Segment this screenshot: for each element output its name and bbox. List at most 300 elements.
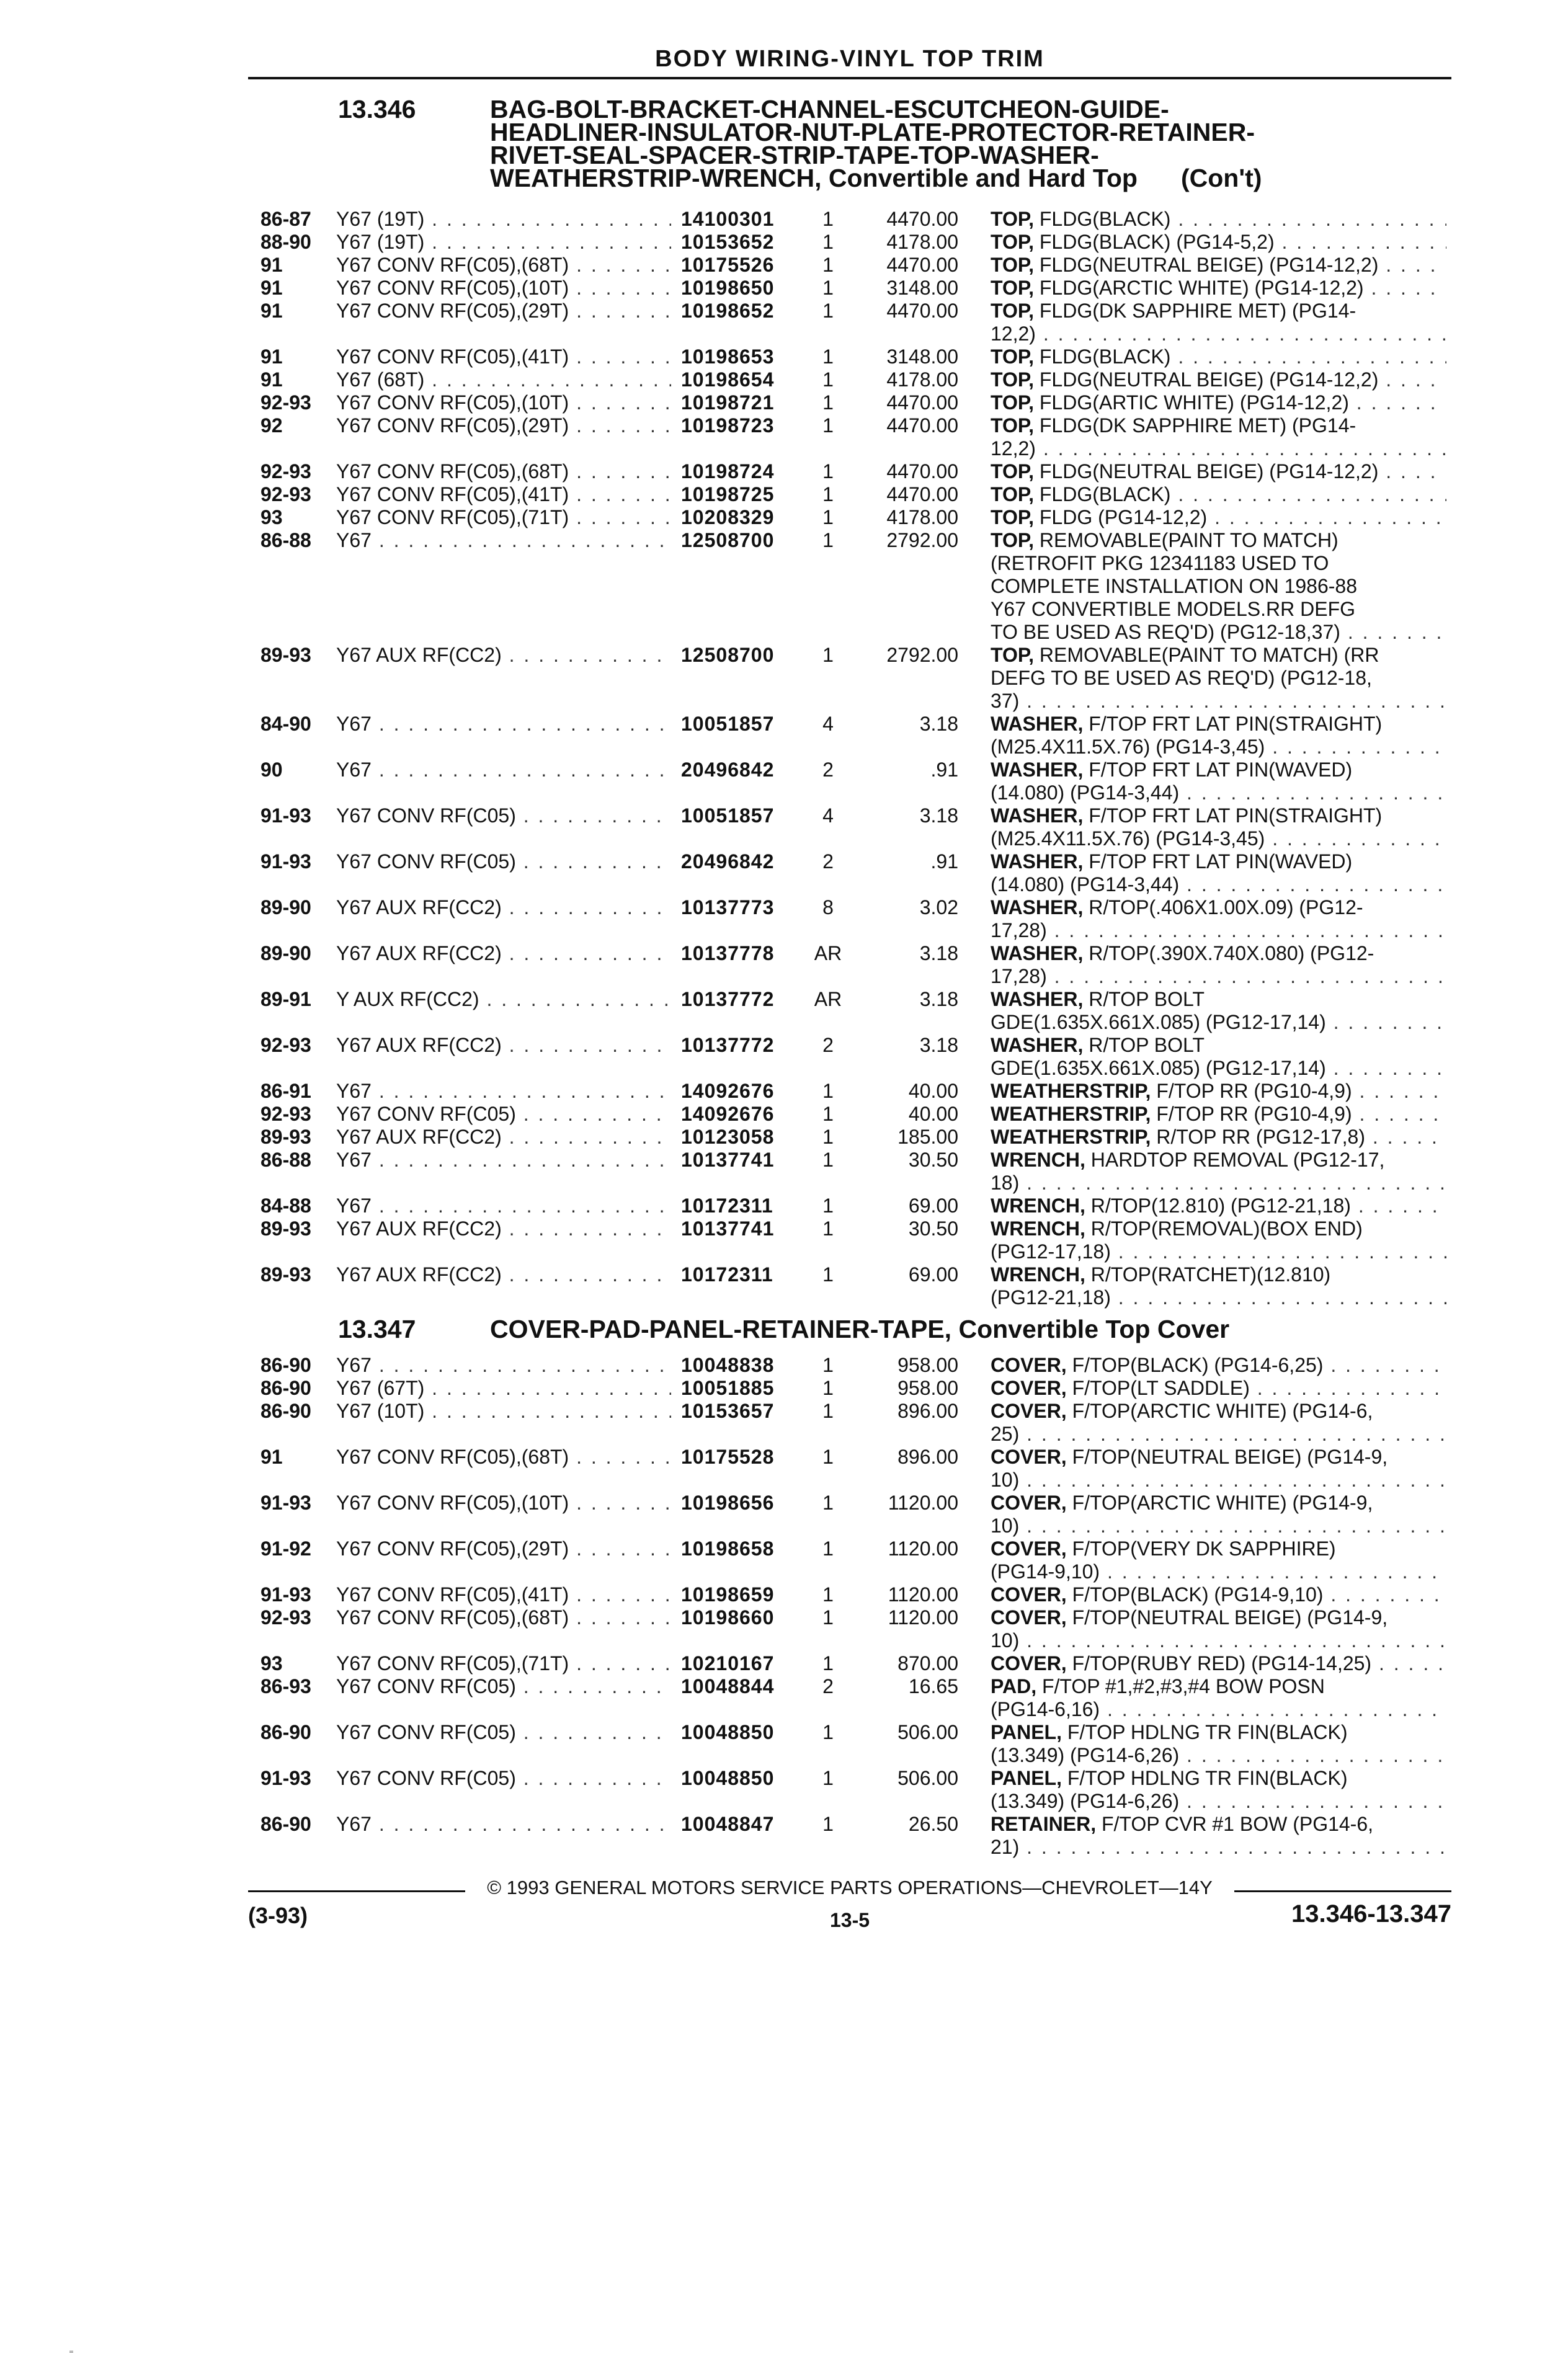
description-text: F/TOP(NEUTRAL BEIGE) (PG14-9, bbox=[1072, 1446, 1388, 1468]
description-line bbox=[991, 1790, 1446, 1813]
description-line bbox=[991, 1537, 1446, 1560]
quantity-cell: 1 bbox=[822, 277, 834, 299]
description-cell bbox=[991, 1813, 1446, 1859]
footer-rule-left bbox=[248, 1890, 465, 1892]
model-cell: Y67 . . . bbox=[336, 1354, 671, 1377]
model-cell: Y67 CONV RF(C05),(29T) . . . bbox=[336, 1537, 671, 1560]
description-text: F/TOP(LT SADDLE) bbox=[1072, 1377, 1250, 1399]
description-text: F/TOP FRT LAT PIN(STRAIGHT) bbox=[1089, 804, 1383, 827]
description-cell bbox=[991, 644, 1446, 713]
part-number-cell: 10198653 bbox=[681, 345, 775, 368]
part-number-cell: 10198650 bbox=[681, 277, 775, 299]
years-cell: 88-90 bbox=[261, 231, 311, 253]
model-cell: Y67 CONV RF(C05) . . . bbox=[336, 1675, 671, 1698]
price-cell: 4470.00 bbox=[886, 483, 958, 505]
running-head: BODY WIRING-VINYL TOP TRIM bbox=[655, 46, 1045, 72]
model-cell: Y67 . . . bbox=[336, 1194, 671, 1217]
price-cell: 958.00 bbox=[898, 1377, 958, 1399]
years-cell: 86-90 bbox=[261, 1813, 311, 1835]
years-cell: 86-90 bbox=[261, 1354, 311, 1376]
description-text: REMOVABLE(PAINT TO MATCH) bbox=[1039, 529, 1339, 551]
description-text: COMPLETE INSTALLATION ON 1986-88 bbox=[991, 575, 1357, 597]
part-number-cell: 14092676 bbox=[681, 1080, 775, 1102]
description-line bbox=[991, 667, 1446, 690]
part-number-cell: 14092676 bbox=[681, 1103, 775, 1125]
price-cell: 3.18 bbox=[919, 942, 958, 964]
years-cell: 92-93 bbox=[261, 391, 311, 414]
price-cell: 3148.00 bbox=[886, 345, 958, 368]
quantity-cell: 1 bbox=[822, 391, 834, 414]
part-number-cell: 10153657 bbox=[681, 1400, 775, 1422]
footer-rule-right bbox=[1234, 1890, 1451, 1892]
description-text: F/TOP(NEUTRAL BEIGE) (PG14-9, bbox=[1072, 1606, 1388, 1629]
price-cell: .91 bbox=[930, 850, 958, 873]
model-cell: Y67 CONV RF(C05),(68T) . . . bbox=[336, 1606, 671, 1629]
description-text: GDE(1.635X.661X.085) (PG12-17,14) bbox=[991, 1057, 1326, 1079]
description-text: Y67 CONVERTIBLE MODELS.RR DEFG bbox=[991, 598, 1355, 620]
quantity-cell: 1 bbox=[822, 1492, 834, 1514]
description-line bbox=[991, 781, 1446, 804]
price-cell: 69.00 bbox=[908, 1194, 958, 1217]
quantity-cell: 1 bbox=[822, 231, 834, 253]
description-line bbox=[991, 804, 1446, 827]
description-text: F/TOP(BLACK) (PG14-9,10) bbox=[1072, 1583, 1324, 1606]
years-cell: 92-93 bbox=[261, 1606, 311, 1629]
years-cell: 86-88 bbox=[261, 529, 311, 551]
part-number-cell: 10051857 bbox=[681, 804, 775, 827]
model-cell: Y67 CONV RF(C05),(41T) . . . bbox=[336, 345, 671, 368]
description-line bbox=[991, 1744, 1446, 1767]
price-cell: 2792.00 bbox=[886, 529, 958, 551]
description-line bbox=[991, 644, 1446, 667]
quantity-cell: 1 bbox=[822, 1652, 834, 1675]
description-line bbox=[991, 552, 1446, 575]
quantity-cell: 1 bbox=[822, 460, 834, 483]
price-cell: 3.18 bbox=[919, 988, 958, 1010]
years-cell: 90 bbox=[261, 758, 283, 781]
description-line bbox=[991, 850, 1446, 873]
description-keyword: WASHER, bbox=[991, 942, 1084, 964]
description-line bbox=[991, 368, 1446, 391]
description-text: (M25.4X11.5X.76) (PG14-3,45) bbox=[991, 827, 1265, 850]
header-rule bbox=[248, 77, 1451, 79]
description-cell bbox=[991, 208, 1446, 231]
description-text: 12,2) bbox=[991, 322, 1036, 345]
description-keyword: TOP, bbox=[991, 414, 1034, 437]
description-cell bbox=[991, 1194, 1446, 1217]
description-line bbox=[991, 1813, 1446, 1836]
description-cell bbox=[991, 1263, 1446, 1309]
section-title-line: HEADLINER-INSULATOR-NUT-PLATE-PROTECTOR-RETAINER- bbox=[490, 118, 1255, 146]
description-keyword: PAD, bbox=[991, 1675, 1037, 1697]
description-text: 18) bbox=[991, 1172, 1020, 1194]
years-cell: 91 bbox=[261, 254, 283, 276]
description-line bbox=[991, 1583, 1446, 1606]
description-keyword: WEATHERSTRIP, bbox=[991, 1080, 1151, 1102]
description-text: FLDG(NEUTRAL BEIGE) (PG14-12,2) bbox=[1039, 460, 1379, 483]
description-line bbox=[991, 690, 1446, 713]
years-cell: 91-93 bbox=[261, 1492, 311, 1514]
description-keyword: WEATHERSTRIP, bbox=[991, 1126, 1151, 1148]
section-number: 13.346 bbox=[338, 95, 416, 123]
quantity-cell: 1 bbox=[822, 368, 834, 391]
price-cell: 4470.00 bbox=[886, 254, 958, 276]
section-title-line: RIVET-SEAL-SPACER-STRIP-TAPE-TOP-WASHER- bbox=[490, 141, 1099, 169]
quantity-cell: 1 bbox=[822, 1103, 834, 1125]
description-cell bbox=[991, 1675, 1446, 1721]
description-line bbox=[991, 437, 1446, 460]
model-cell: Y67 AUX RF(CC2) . . . bbox=[336, 1034, 671, 1057]
years-cell: 92-93 bbox=[261, 483, 311, 505]
description-keyword: WASHER, bbox=[991, 896, 1084, 919]
description-cell bbox=[991, 1377, 1446, 1400]
part-number-cell: 10198656 bbox=[681, 1492, 775, 1514]
description-line bbox=[991, 529, 1446, 552]
model-cell: Y67 CONV RF(C05) . . . bbox=[336, 850, 671, 873]
description-cell bbox=[991, 414, 1446, 460]
model-cell: Y67 AUX RF(CC2) . . . bbox=[336, 644, 671, 667]
price-cell: 40.00 bbox=[908, 1103, 958, 1125]
description-keyword: TOP, bbox=[991, 529, 1034, 551]
years-cell: 91 bbox=[261, 277, 283, 299]
description-line bbox=[991, 277, 1446, 300]
description-line bbox=[991, 300, 1446, 322]
description-text: 12,2) bbox=[991, 437, 1036, 460]
part-number-cell: 10198723 bbox=[681, 414, 775, 437]
model-cell: Y67 (10T) . . . bbox=[336, 1400, 671, 1423]
description-cell bbox=[991, 1492, 1446, 1537]
description-text: F/TOP FRT LAT PIN(STRAIGHT) bbox=[1089, 713, 1383, 735]
price-cell: 1120.00 bbox=[888, 1606, 958, 1629]
quantity-cell: 2 bbox=[822, 1034, 834, 1056]
description-line bbox=[991, 1057, 1446, 1080]
footer-date-code: (3-93) bbox=[248, 1903, 308, 1928]
years-cell: 89-90 bbox=[261, 896, 311, 919]
years-cell: 86-91 bbox=[261, 1080, 311, 1102]
part-number-cell: 20496842 bbox=[681, 758, 775, 781]
description-cell bbox=[991, 1126, 1446, 1149]
years-cell: 91-92 bbox=[261, 1537, 311, 1560]
model-cell: Y67 CONV RF(C05),(71T) . . . bbox=[336, 1652, 671, 1675]
description-keyword: WASHER, bbox=[991, 1034, 1084, 1056]
model-cell: Y67 CONV RF(C05) . . . bbox=[336, 804, 671, 827]
years-cell: 91 bbox=[261, 368, 283, 391]
model-cell: Y67 (19T) . . . bbox=[336, 208, 671, 231]
description-cell bbox=[991, 345, 1446, 368]
part-number-cell: 10137741 bbox=[681, 1217, 775, 1240]
description-text: F/TOP FRT LAT PIN(WAVED) bbox=[1089, 850, 1353, 873]
model-cell: Y67 CONV RF(C05),(68T) . . . bbox=[336, 254, 671, 277]
description-text: FLDG(NEUTRAL BEIGE) (PG14-12,2) bbox=[1039, 254, 1379, 276]
description-text: FLDG(BLACK) bbox=[1039, 208, 1171, 230]
description-text: DEFG TO BE USED AS REQ'D) (PG12-18, bbox=[991, 667, 1372, 689]
description-cell bbox=[991, 850, 1446, 896]
description-keyword: TOP, bbox=[991, 506, 1034, 528]
price-cell: 3.18 bbox=[919, 1034, 958, 1056]
years-cell: 91-93 bbox=[261, 1583, 311, 1606]
model-cell: Y67 . . . bbox=[336, 758, 671, 781]
price-cell: 958.00 bbox=[898, 1354, 958, 1376]
description-text: (PG12-21,18) bbox=[991, 1286, 1111, 1309]
quantity-cell: 1 bbox=[822, 1377, 834, 1399]
footer-page-number: 13-5 bbox=[829, 1909, 870, 1931]
description-keyword: TOP, bbox=[991, 277, 1034, 299]
description-keyword: TOP, bbox=[991, 644, 1034, 666]
description-line bbox=[991, 1721, 1446, 1744]
description-keyword: COVER, bbox=[991, 1606, 1067, 1629]
description-text: REMOVABLE(PAINT TO MATCH) (RR bbox=[1039, 644, 1379, 666]
model-cell: Y67 CONV RF(C05),(41T) . . . bbox=[336, 483, 671, 506]
model-cell: Y67 CONV RF(C05),(10T) . . . bbox=[336, 1492, 671, 1515]
description-line bbox=[991, 1515, 1446, 1537]
quantity-cell: AR bbox=[814, 942, 842, 964]
description-cell bbox=[991, 713, 1446, 758]
description-text: R/TOP(REMOVAL)(BOX END) bbox=[1090, 1217, 1363, 1240]
quantity-cell: 4 bbox=[822, 713, 834, 735]
part-number-cell: 12508700 bbox=[681, 529, 775, 551]
part-number-cell: 10137778 bbox=[681, 942, 775, 964]
model-cell: Y67 CONV RF(C05) . . . bbox=[336, 1721, 671, 1744]
years-cell: 92-93 bbox=[261, 1034, 311, 1056]
section-title-line: WEATHERSTRIP-WRENCH, Convertible and Hard Top bbox=[490, 164, 1138, 192]
description-keyword: TOP, bbox=[991, 368, 1034, 391]
description-line bbox=[991, 575, 1446, 598]
description-line bbox=[991, 1836, 1446, 1859]
description-keyword: PANEL, bbox=[991, 1767, 1062, 1789]
part-number-cell: 10175526 bbox=[681, 254, 775, 276]
quantity-cell: 1 bbox=[822, 1606, 834, 1629]
description-line bbox=[991, 1446, 1446, 1469]
description-keyword: COVER, bbox=[991, 1354, 1067, 1376]
description-line bbox=[991, 1675, 1446, 1698]
description-text: 10) bbox=[991, 1469, 1020, 1491]
description-text: HARDTOP REMOVAL (PG12-17, bbox=[1090, 1149, 1385, 1171]
footer-copyright: © 1993 GENERAL MOTORS SERVICE PARTS OPERATIONS—CHEVROLET—14Y bbox=[487, 1877, 1213, 1898]
price-cell: 506.00 bbox=[898, 1721, 958, 1743]
description-cell bbox=[991, 254, 1446, 277]
description-cell bbox=[991, 506, 1446, 529]
part-number-cell: 10198725 bbox=[681, 483, 775, 505]
model-cell: Y67 CONV RF(C05),(68T) . . . bbox=[336, 460, 671, 483]
years-cell: 92-93 bbox=[261, 1103, 311, 1125]
description-line bbox=[991, 1400, 1446, 1423]
model-cell: Y67 CONV RF(C05),(68T) . . . bbox=[336, 1446, 671, 1469]
years-cell: 91-93 bbox=[261, 850, 311, 873]
quantity-cell: 8 bbox=[822, 896, 834, 919]
years-cell: 92 bbox=[261, 414, 283, 437]
quantity-cell: 1 bbox=[822, 1767, 834, 1789]
description-keyword: COVER, bbox=[991, 1652, 1067, 1675]
part-number-cell: 14100301 bbox=[681, 208, 775, 230]
description-keyword: TOP, bbox=[991, 391, 1034, 414]
years-cell: 86-88 bbox=[261, 1149, 311, 1171]
description-cell bbox=[991, 231, 1446, 254]
description-cell bbox=[991, 1606, 1446, 1652]
description-text: (M25.4X11.5X.76) (PG14-3,45) bbox=[991, 736, 1265, 758]
description-keyword: TOP, bbox=[991, 345, 1034, 368]
price-cell: 185.00 bbox=[898, 1126, 958, 1148]
description-cell bbox=[991, 300, 1446, 345]
description-line bbox=[991, 1103, 1446, 1126]
price-cell: 4470.00 bbox=[886, 300, 958, 322]
description-line bbox=[991, 1172, 1446, 1194]
description-line bbox=[991, 988, 1446, 1011]
description-text: (14.080) (PG14-3,44) bbox=[991, 781, 1180, 804]
description-keyword: WRENCH, bbox=[991, 1149, 1085, 1171]
description-line bbox=[991, 345, 1446, 368]
part-number-cell: 10198724 bbox=[681, 460, 775, 483]
part-number-cell: 10048850 bbox=[681, 1721, 775, 1743]
description-text: (PG14-6,16) bbox=[991, 1698, 1100, 1720]
description-text: F/TOP FRT LAT PIN(WAVED) bbox=[1089, 758, 1353, 781]
description-cell bbox=[991, 1446, 1446, 1492]
description-cell bbox=[991, 460, 1446, 483]
description-keyword: TOP, bbox=[991, 460, 1034, 483]
description-line bbox=[991, 713, 1446, 736]
price-cell: 3.02 bbox=[919, 896, 958, 919]
quantity-cell: 2 bbox=[822, 850, 834, 873]
description-cell bbox=[991, 368, 1446, 391]
section-title-line: BAG-BOLT-BRACKET-CHANNEL-ESCUTCHEON-GUIDE- bbox=[490, 95, 1169, 123]
part-number-cell: 10051885 bbox=[681, 1377, 775, 1399]
part-number-cell: 10198660 bbox=[681, 1606, 775, 1629]
part-number-cell: 20496842 bbox=[681, 850, 775, 873]
description-keyword: PANEL, bbox=[991, 1721, 1062, 1743]
model-cell: Y67 AUX RF(CC2) . . . bbox=[336, 1126, 671, 1149]
description-line bbox=[991, 1469, 1446, 1492]
quantity-cell: 1 bbox=[822, 1194, 834, 1217]
quantity-cell: 2 bbox=[822, 1675, 834, 1697]
description-text: R/TOP RR (PG12-17,8) bbox=[1156, 1126, 1365, 1148]
description-line bbox=[991, 1034, 1446, 1057]
description-cell bbox=[991, 1103, 1446, 1126]
description-keyword: COVER, bbox=[991, 1377, 1067, 1399]
description-text: R/TOP(12.810) (PG12-21,18) bbox=[1090, 1194, 1351, 1217]
description-line bbox=[991, 1698, 1446, 1721]
model-cell: Y67 AUX RF(CC2) . . . bbox=[336, 942, 671, 965]
description-text: R/TOP BOLT bbox=[1089, 988, 1205, 1010]
years-cell: 91-93 bbox=[261, 804, 311, 827]
years-cell: 91 bbox=[261, 300, 283, 322]
quantity-cell: 1 bbox=[822, 1400, 834, 1422]
part-number-cell: 10198659 bbox=[681, 1583, 775, 1606]
description-cell bbox=[991, 1217, 1446, 1263]
description-text: (13.349) (PG14-6,26) bbox=[991, 1790, 1180, 1812]
price-cell: 1120.00 bbox=[888, 1492, 958, 1514]
description-line bbox=[991, 1606, 1446, 1629]
description-text: FLDG(ARCTIC WHITE) (PG14-12,2) bbox=[1039, 277, 1364, 299]
description-keyword: WASHER, bbox=[991, 804, 1084, 827]
years-cell: 86-93 bbox=[261, 1675, 311, 1697]
part-number-cell: 10051857 bbox=[681, 713, 775, 735]
description-text: FLDG (PG14-12,2) bbox=[1039, 506, 1208, 528]
model-cell: Y67 CONV RF(C05),(10T) . . . bbox=[336, 391, 671, 414]
price-cell: 26.50 bbox=[908, 1813, 958, 1835]
description-line bbox=[991, 483, 1446, 506]
description-cell bbox=[991, 277, 1446, 300]
quantity-cell: 1 bbox=[822, 1583, 834, 1606]
description-text: F/TOP RR (PG10-4,9) bbox=[1156, 1080, 1352, 1102]
quantity-cell: 1 bbox=[822, 1263, 834, 1286]
price-cell: 4470.00 bbox=[886, 391, 958, 414]
description-line bbox=[991, 598, 1446, 621]
description-line bbox=[991, 827, 1446, 850]
years-cell: 86-90 bbox=[261, 1400, 311, 1422]
description-text: F/TOP(ARCTIC WHITE) (PG14-9, bbox=[1072, 1492, 1373, 1514]
model-cell: Y67 AUX RF(CC2) . . . bbox=[336, 1263, 671, 1286]
years-cell: 91 bbox=[261, 1446, 283, 1468]
model-cell: Y67 AUX RF(CC2) . . . bbox=[336, 1217, 671, 1240]
description-text: F/TOP #1,#2,#3,#4 BOW POSN bbox=[1041, 1675, 1325, 1697]
price-cell: 1120.00 bbox=[888, 1537, 958, 1560]
description-text: R/TOP(.406X1.00X.09) (PG12- bbox=[1089, 896, 1363, 919]
part-number-cell: 10137773 bbox=[681, 896, 775, 919]
description-keyword: RETAINER, bbox=[991, 1813, 1097, 1835]
description-text: F/TOP RR (PG10-4,9) bbox=[1156, 1103, 1352, 1125]
description-text: F/TOP HDLNG TR FIN(BLACK) bbox=[1067, 1767, 1348, 1789]
description-line bbox=[991, 1126, 1446, 1149]
years-cell: 91-93 bbox=[261, 1767, 311, 1789]
description-keyword: COVER, bbox=[991, 1446, 1067, 1468]
description-text: GDE(1.635X.661X.085) (PG12-17,14) bbox=[991, 1011, 1326, 1033]
price-cell: 896.00 bbox=[898, 1446, 958, 1468]
description-text: F/TOP(VERY DK SAPPHIRE) bbox=[1072, 1537, 1336, 1560]
description-cell bbox=[991, 1537, 1446, 1583]
description-cell bbox=[991, 896, 1446, 942]
years-cell: 89-93 bbox=[261, 1263, 311, 1286]
model-cell: Y67 . . . bbox=[336, 529, 671, 552]
quantity-cell: 1 bbox=[822, 483, 834, 505]
description-keyword: COVER, bbox=[991, 1492, 1067, 1514]
description-line bbox=[991, 1354, 1446, 1377]
price-cell: 16.65 bbox=[908, 1675, 958, 1697]
price-cell: 69.00 bbox=[908, 1263, 958, 1286]
part-number-cell: 10137772 bbox=[681, 988, 775, 1010]
description-text: FLDG(BLACK) bbox=[1039, 483, 1171, 505]
description-line bbox=[991, 460, 1446, 483]
description-keyword: WRENCH, bbox=[991, 1217, 1085, 1240]
price-cell: 3.18 bbox=[919, 804, 958, 827]
model-cell: Y67 . . . bbox=[336, 1149, 671, 1172]
price-cell: 3148.00 bbox=[886, 277, 958, 299]
description-cell bbox=[991, 1080, 1446, 1103]
description-text: F/TOP CVR #1 BOW (PG14-6, bbox=[1101, 1813, 1374, 1835]
model-cell: Y67 . . . bbox=[336, 1813, 671, 1836]
quantity-cell: 1 bbox=[822, 1149, 834, 1171]
section-number: 13.347 bbox=[338, 1315, 416, 1343]
description-text: R/TOP BOLT bbox=[1089, 1034, 1205, 1056]
description-keyword: WASHER, bbox=[991, 713, 1084, 735]
years-cell: 91 bbox=[261, 345, 283, 368]
price-cell: 4178.00 bbox=[886, 231, 958, 253]
description-line bbox=[991, 1652, 1446, 1675]
description-text: (14.080) (PG14-3,44) bbox=[991, 873, 1180, 896]
years-cell: 89-90 bbox=[261, 942, 311, 964]
description-line bbox=[991, 965, 1446, 988]
part-number-cell: 10048844 bbox=[681, 1675, 775, 1697]
years-cell: 89-93 bbox=[261, 644, 311, 666]
description-text: F/TOP HDLNG TR FIN(BLACK) bbox=[1067, 1721, 1348, 1743]
description-text: TO BE USED AS REQ'D) (PG12-18,37) bbox=[991, 621, 1340, 643]
section-title bbox=[490, 95, 1458, 192]
description-line bbox=[991, 942, 1446, 965]
quantity-cell: 1 bbox=[822, 1080, 834, 1102]
section-title-line: COVER-PAD-PANEL-RETAINER-TAPE, Convertible Top Cover bbox=[490, 1315, 1230, 1343]
description-line bbox=[991, 1286, 1446, 1309]
quantity-cell: 1 bbox=[822, 1446, 834, 1468]
description-line bbox=[991, 1011, 1446, 1034]
years-cell: 89-91 bbox=[261, 988, 311, 1010]
